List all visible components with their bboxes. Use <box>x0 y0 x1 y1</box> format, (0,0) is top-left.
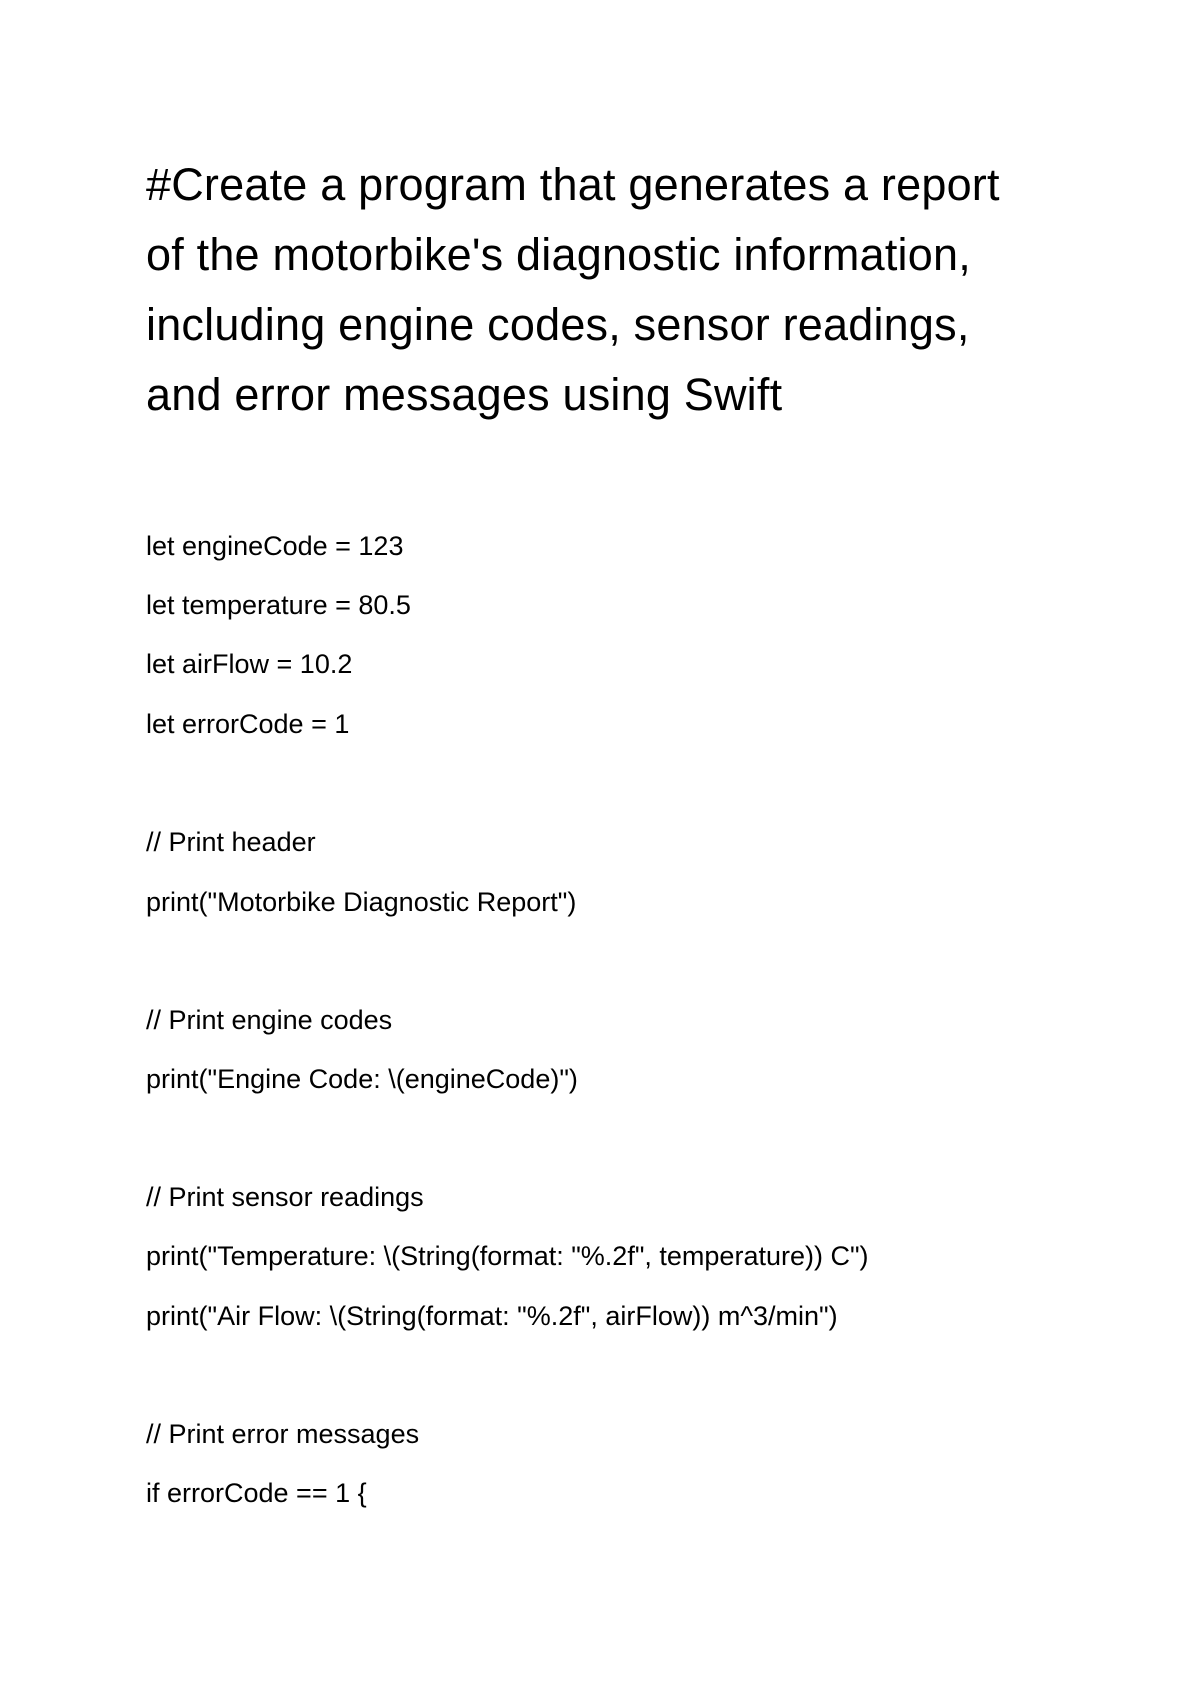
code-line: print("Motorbike Diagnostic Report") <box>146 887 577 917</box>
code-line: let engineCode = 123 <box>146 531 404 561</box>
code-line: let temperature = 80.5 <box>146 590 411 620</box>
code-line: let errorCode = 1 <box>146 709 350 739</box>
code-comment: // Print engine codes <box>146 1005 393 1035</box>
code-line: print("Air Flow: \(String(format: "%.2f", airFlow)) m^3/min") <box>146 1301 838 1331</box>
code-comment: // Print sensor readings <box>146 1182 424 1212</box>
document-heading <box>146 150 1106 430</box>
code-line: let airFlow = 10.2 <box>146 649 353 679</box>
code-line: print("Engine Code: \(engineCode)") <box>146 1064 578 1094</box>
heading-line: and error messages using Swift <box>146 369 783 420</box>
heading-line: including engine codes, sensor readings, <box>146 299 970 350</box>
code-line: if errorCode == 1 { <box>146 1478 367 1508</box>
heading-line: #Create a program that generates a report <box>146 159 1000 210</box>
code-comment: // Print error messages <box>146 1419 420 1449</box>
code-line: print("Temperature: \(String(format: "%.2f", temperature)) C") <box>146 1241 869 1271</box>
heading-line: of the motorbike's diagnostic information, <box>146 229 971 280</box>
code-comment: // Print header <box>146 827 316 857</box>
